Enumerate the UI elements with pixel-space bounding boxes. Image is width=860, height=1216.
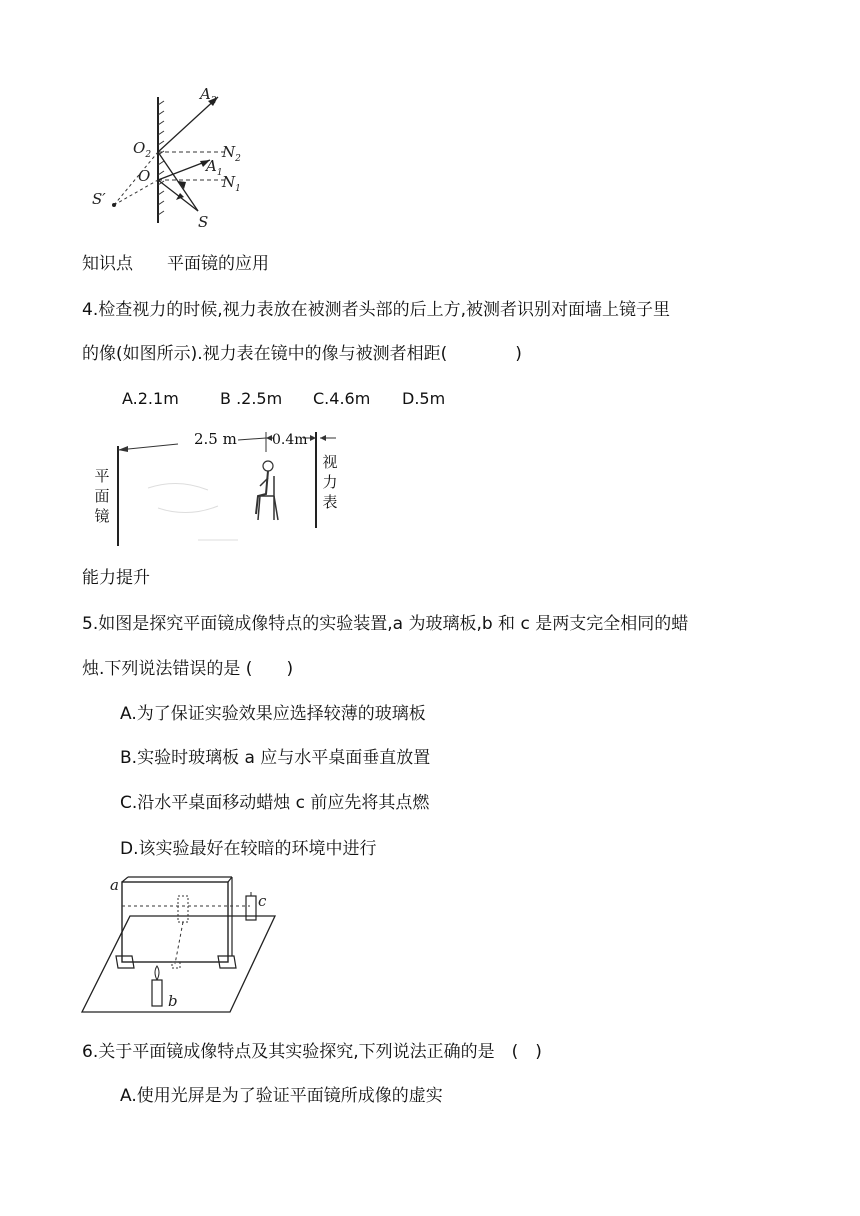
section-ability-title: 能力提升 (82, 568, 150, 588)
q5-option-b: B.实验时玻璃板 a 应与水平桌面垂直放置 (120, 748, 431, 768)
label-c: c (258, 892, 267, 910)
q6-option-a: A.使用光屏是为了验证平面镜所成像的虚实 (120, 1086, 443, 1106)
q5-option-a: A.为了保证实验效果应选择较薄的玻璃板 (120, 704, 426, 724)
label-n2: $N_2$ (222, 143, 241, 164)
mirror-label: 平 面 镜 (94, 467, 110, 525)
dist-total-label: 2.5 m (194, 430, 237, 448)
label-o: O (138, 167, 151, 185)
section-knowledge-title: 知识点 平面镜的应用 (82, 254, 269, 274)
q4-option-d: D.5m (402, 389, 446, 408)
q4-option-a: A.2.1m (122, 389, 179, 408)
q6-line1: 6.关于平面镜成像特点及其实验探究,下列说法正确的是 ( ) (82, 1042, 542, 1062)
q5-option-c: C.沿水平桌面移动蜡烛 c 前应先将其点燃 (120, 793, 430, 813)
label-o2: $O_2$ (133, 139, 152, 160)
reflection-diagram-svg (80, 85, 280, 235)
label-a2: $A_2$ (200, 85, 217, 106)
reflection-diagram (80, 85, 280, 235)
candle-experiment-diagram (80, 872, 280, 1017)
q4-line1: 4.检查视力的时候,视力表放在被测者头部的后上方,被测者识别对面墙上镜子里 (82, 300, 671, 320)
dist-small-label: 0.4m (272, 432, 308, 448)
q4-option-c: C.4.6m (313, 389, 371, 408)
label-a1: $A_1$ (206, 157, 223, 178)
q4-option-b: B .2.5m (220, 389, 283, 408)
label-a: a (110, 876, 119, 894)
label-s: S (198, 213, 209, 231)
q5-line2: 烛.下列说法错误的是 ( ) (82, 659, 294, 679)
eye-test-diagram (88, 428, 348, 553)
label-n1: $N_1$ (222, 173, 241, 194)
label-s-prime: S′ (92, 190, 106, 208)
label-b: b (168, 992, 178, 1010)
eye-chart-label: 视 力 表 (322, 453, 338, 511)
q5-line1: 5.如图是探究平面镜成像特点的实验装置,a 为玻璃板,b 和 c 是两支完全相同的蜡 (82, 614, 689, 634)
q4-line2: 的像(如图所示).视力表在镜中的像与被测者相距( ) (82, 344, 522, 364)
q5-option-d: D.该实验最好在较暗的环境中进行 (120, 839, 377, 859)
